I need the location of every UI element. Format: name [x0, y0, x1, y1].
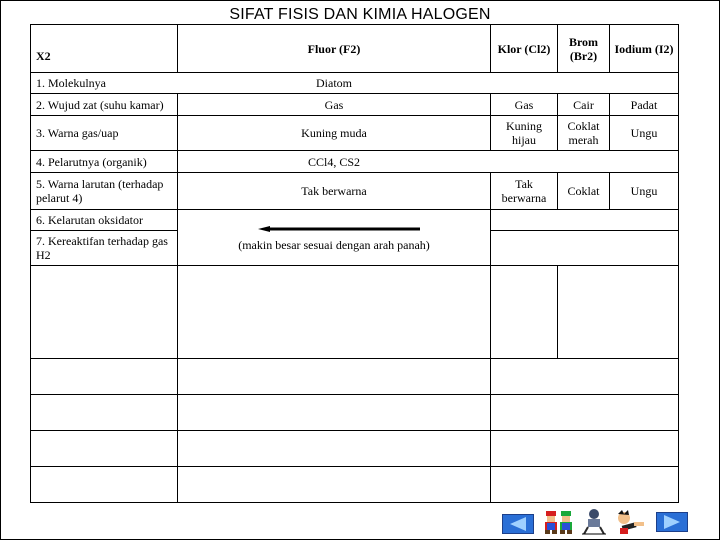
cell-fluor: Tak berwarna [301, 184, 367, 198]
page-title: SIFAT FISIS DAN KIMIA HALOGEN [229, 6, 491, 23]
navigation-bar [500, 508, 700, 538]
cell-iodium: Ungu [630, 126, 658, 140]
cell-fluor: Gas [324, 97, 344, 112]
robot-icon [580, 508, 608, 536]
cell-merged: Diatom [316, 76, 352, 90]
table-line [557, 265, 558, 359]
prev-slide-button[interactable] [502, 514, 534, 534]
cell-klor: Kuning hijau [506, 119, 542, 147]
row-label: 7. Kereaktifan terhadap gas H2 [36, 234, 168, 262]
table-line [30, 265, 679, 266]
cell-brom: Coklat [567, 184, 600, 198]
header-iodium: Iodium (I2) [614, 41, 674, 56]
table-line [30, 358, 679, 359]
cell-iodium: Ungu [630, 184, 658, 198]
left-arrow-icon [258, 226, 420, 232]
cell-iodium: Padat [630, 97, 658, 112]
row-label: 2. Wujud zat (suhu kamar) [36, 97, 164, 112]
astro-boy-icon [612, 510, 646, 536]
header-brom: Brom (Br2) [568, 34, 599, 63]
cell-klor: Gas [514, 97, 534, 112]
cell-fluor: (makin besar sesuai dengan arah panah) [238, 238, 430, 252]
left-arrow-icon [503, 515, 533, 533]
row-label: 4. Pelarutnya (organik) [36, 154, 147, 169]
row-label: 3. Warna gas/uap [36, 126, 119, 140]
cell-fluor: Kuning muda [301, 126, 367, 140]
table-line [30, 466, 679, 467]
table-line [30, 502, 679, 503]
row-label: 1. Molekulnya [36, 76, 106, 90]
header-fluor: Fluor (F2) [307, 41, 361, 56]
header-klor: Klor (Cl2) [497, 41, 551, 56]
table-line [30, 430, 679, 431]
header-property: X2 [36, 49, 51, 63]
table-line [490, 230, 679, 231]
cell-brom: Coklat merah [567, 119, 600, 147]
table-line [678, 24, 679, 503]
table-line [30, 394, 679, 395]
row-label: 6. Kelarutan oksidator [36, 213, 143, 227]
cell-brom: Cair [573, 97, 594, 112]
row-label: 5. Warna larutan (terhadap pelarut 4) [36, 177, 164, 205]
luigi-icon [558, 510, 574, 536]
cell-merged: CCl4, CS2 [307, 154, 361, 169]
table-line [490, 172, 491, 503]
right-arrow-icon [657, 513, 687, 531]
next-slide-button[interactable] [656, 512, 688, 532]
cell-klor: Tak berwarna [501, 177, 547, 205]
